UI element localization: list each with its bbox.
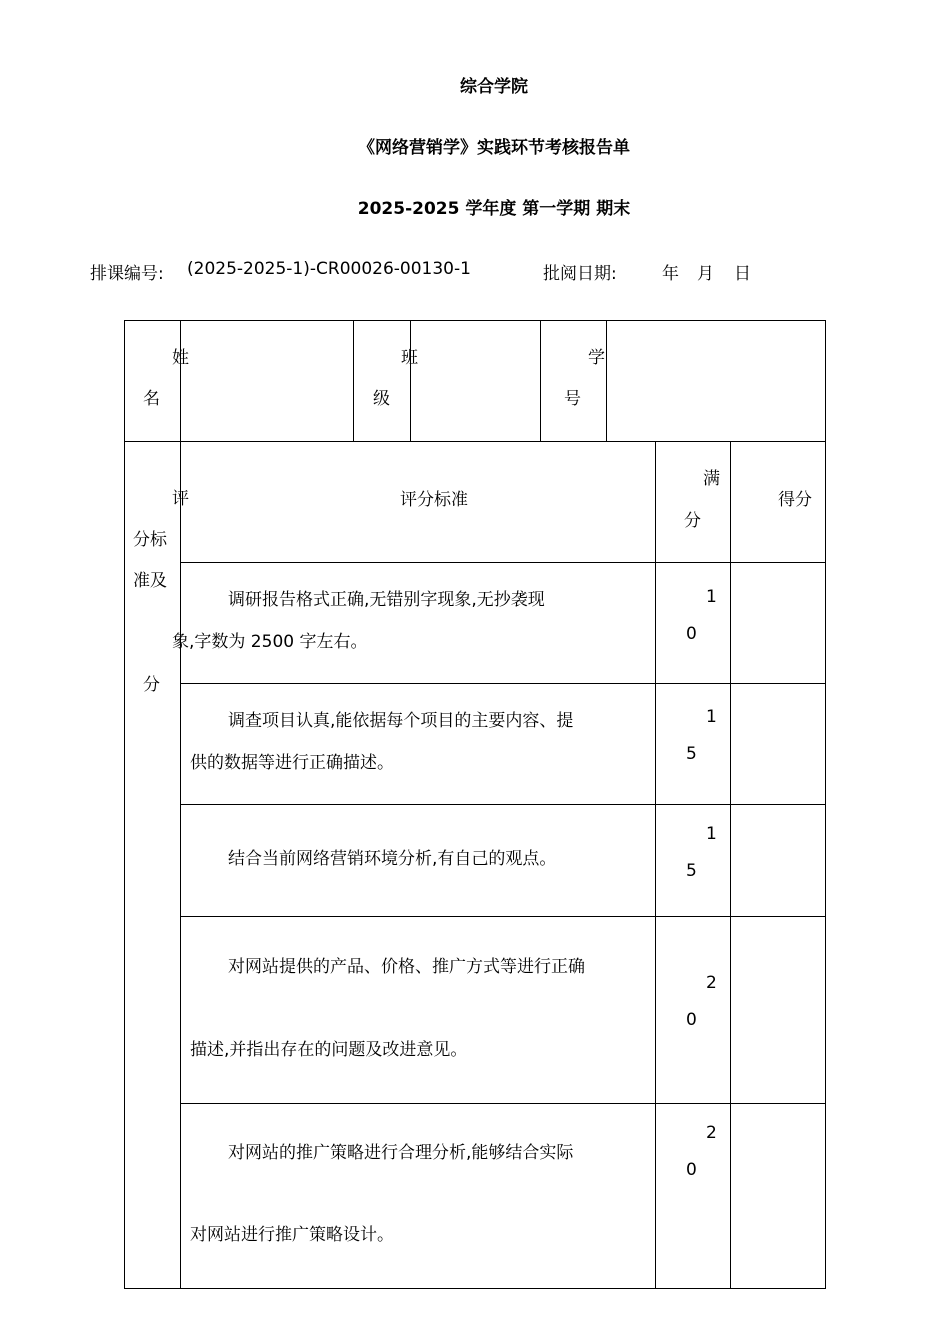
course-code-label: 排课编号: <box>90 264 164 284</box>
max-score-digit: 2 <box>706 973 717 993</box>
review-date-label: 批阅日期: <box>543 264 617 284</box>
col-divider <box>353 320 354 441</box>
max-score-digit: 0 <box>686 1160 697 1180</box>
criterion-text: 调查项目认真,能依据每个项目的主要内容、提 <box>228 711 574 731</box>
side-label-4: 分 <box>143 675 160 695</box>
table-border-top <box>124 320 826 321</box>
max-score-digit: 2 <box>706 1123 717 1143</box>
table-border-bottom <box>124 1288 826 1289</box>
col-divider <box>655 441 656 1289</box>
criterion-text: 结合当前网络营销环境分析,有自己的观点。 <box>228 849 557 869</box>
side-label-1: 评 <box>172 489 189 509</box>
max-score-digit: 1 <box>706 707 717 727</box>
review-date-year: 年 <box>662 264 679 284</box>
student-id-label-bottom: 号 <box>564 389 581 409</box>
student-id-label-top: 学 <box>588 348 605 368</box>
review-date-month: 月 <box>697 264 714 284</box>
col-divider <box>730 441 731 1289</box>
term-title: 2025-2025 学年度 第一学期 期末 <box>357 199 631 219</box>
criterion-text: 对网站进行推广策略设计。 <box>190 1225 394 1245</box>
criterion-text: 对网站提供的产品、价格、推广方式等进行正确 <box>228 957 585 977</box>
row-divider <box>124 441 826 442</box>
criterion-text: 象,字数为 2500 字左右。 <box>172 632 368 652</box>
max-score-digit: 0 <box>686 1010 697 1030</box>
side-label-3: 准及 <box>133 571 167 591</box>
criterion-text: 供的数据等进行正确描述。 <box>190 753 394 773</box>
criterion-text: 调研报告格式正确,无错别字现象,无抄袭现 <box>228 590 545 610</box>
col-divider <box>180 320 181 441</box>
max-score-digit: 1 <box>706 587 717 607</box>
max-score-digit: 5 <box>686 744 697 764</box>
full-score-header-top: 满 <box>703 469 720 489</box>
class-label-bottom: 级 <box>373 389 390 409</box>
institution-title: 综合学院 <box>460 77 528 97</box>
max-score-digit: 1 <box>706 824 717 844</box>
criterion-text: 对网站的推广策略进行合理分析,能够结合实际 <box>228 1143 574 1163</box>
col-divider <box>410 320 411 441</box>
course-code-value: (2025-2025-1)-CR00026-00130-1 <box>187 259 471 279</box>
full-score-header-bottom: 分 <box>684 511 701 531</box>
criteria-header: 评分标准 <box>400 490 468 510</box>
class-label-top: 班 <box>401 348 418 368</box>
side-label-2: 分标 <box>133 530 167 550</box>
max-score-digit: 5 <box>686 861 697 881</box>
name-label-bottom: 名 <box>143 389 160 409</box>
table-border-left <box>124 320 125 1289</box>
col-divider <box>606 320 607 441</box>
col-divider <box>540 320 541 441</box>
form-title: 《网络营销学》实践环节考核报告单 <box>358 138 630 158</box>
score-header: 得分 <box>778 490 812 510</box>
max-score-digit: 0 <box>686 624 697 644</box>
name-label-top: 姓 <box>172 348 189 368</box>
review-date-day: 日 <box>734 264 751 284</box>
criterion-text: 描述,并指出存在的问题及改进意见。 <box>190 1040 468 1060</box>
col-divider <box>180 441 181 1289</box>
